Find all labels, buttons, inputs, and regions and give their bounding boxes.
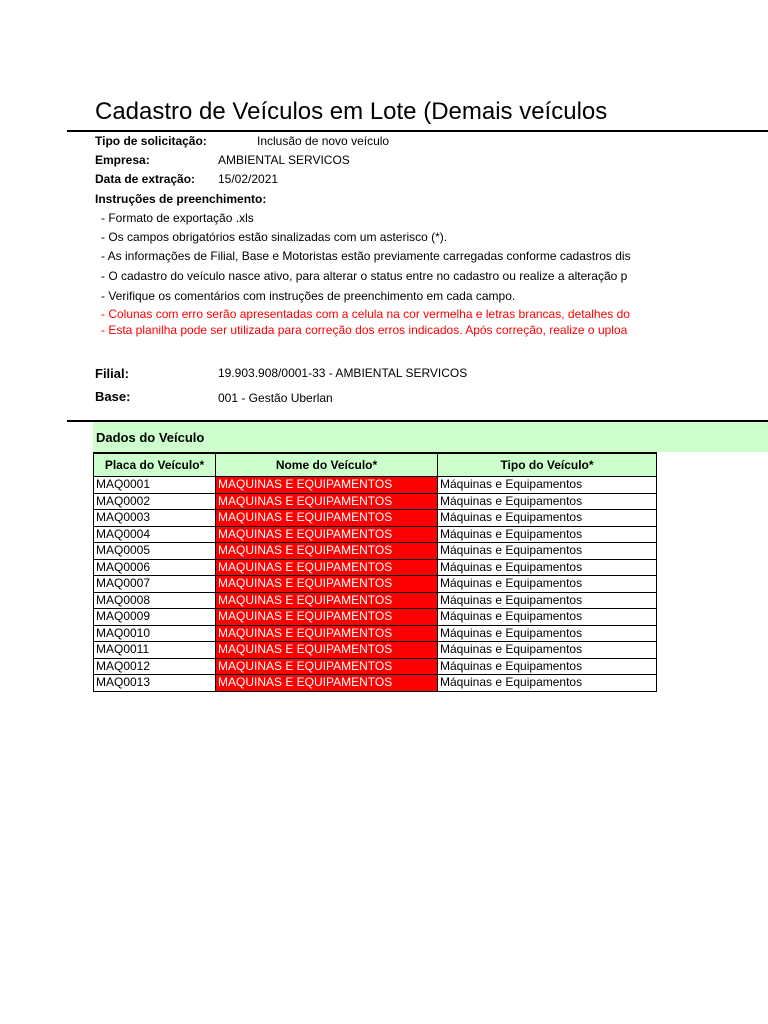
vehicle-type-cell[interactable]: Máquinas e Equipamentos [438,592,657,609]
plate-cell[interactable]: MAQ0003 [94,510,216,527]
instruction-line: - As informações de Filial, Base e Motoristas estão previamente carregadas conforme cadastros dis [101,249,631,263]
vehicle-type-cell[interactable]: Máquinas e Equipamentos [438,559,657,576]
base-value[interactable]: 001 - Gestão Uberlan [218,391,333,405]
vehicle-name-cell[interactable]: MAQUINAS E EQUIPAMENTOS [216,543,438,560]
column-header-plate[interactable]: Placa do Veículo* [94,453,216,477]
warning-line: - Colunas com erro serão apresentadas com a celula na cor vermelha e letras brancas, detalhes do [101,307,630,321]
vehicle-name-cell[interactable]: MAQUINAS E EQUIPAMENTOS [216,493,438,510]
column-header-name[interactable]: Nome do Veículo* [216,453,438,477]
plate-cell[interactable]: MAQ0007 [94,576,216,593]
branch-value[interactable]: 19.903.908/0001-33 - AMBIENTAL SERVICOS [218,366,468,380]
request-type-value[interactable]: Inclusão de novo veículo [257,134,390,148]
instructions-heading-row [95,190,658,208]
table-row [94,625,657,642]
section-title: Dados do Veículo [96,430,205,445]
table-row [94,543,657,560]
branch-label: Filial: [95,366,129,381]
plate-cell[interactable]: MAQ0004 [94,526,216,543]
table-row [94,510,657,527]
page-title: Cadastro de Veículos em Lote (Demais veículos [95,98,608,125]
vehicle-name-cell[interactable]: MAQUINAS E EQUIPAMENTOS [216,658,438,675]
vehicle-name-cell[interactable]: MAQUINAS E EQUIPAMENTOS [216,642,438,659]
table-row [94,576,657,593]
table-row [94,493,657,510]
vehicle-type-cell[interactable]: Máquinas e Equipamentos [438,609,657,626]
column-header-type[interactable]: Tipo do Veículo* [438,453,657,477]
extraction-date-row [95,170,658,188]
plate-cell[interactable]: MAQ0012 [94,658,216,675]
instruction-line: - Verifique os comentários com instruções de preenchimento em cada campo. [101,289,516,303]
plate-cell[interactable]: MAQ0002 [94,493,216,510]
table-header-row [94,453,657,477]
plate-cell[interactable]: MAQ0006 [94,559,216,576]
vehicle-type-cell[interactable]: Máquinas e Equipamentos [438,642,657,659]
vehicle-name-cell[interactable]: MAQUINAS E EQUIPAMENTOS [216,510,438,527]
vehicle-type-cell[interactable]: Máquinas e Equipamentos [438,675,657,692]
vehicle-name-cell[interactable]: MAQUINAS E EQUIPAMENTOS [216,576,438,593]
vehicle-type-cell[interactable]: Máquinas e Equipamentos [438,658,657,675]
vehicle-type-cell[interactable]: Máquinas e Equipamentos [438,510,657,527]
company-label: Empresa: [95,153,150,167]
vehicle-name-cell[interactable]: MAQUINAS E EQUIPAMENTOS [216,526,438,543]
instruction-line: - Formato de exportação .xls [101,211,254,225]
instructions-heading: Instruções de preenchimento: [95,192,267,206]
plate-cell[interactable]: MAQ0011 [94,642,216,659]
table-row [94,477,657,494]
vehicle-table-body [94,477,657,692]
table-row [94,675,657,692]
company-row [95,151,658,169]
warning-line: - Esta planilha pode ser utilizada para correção dos erros indicados. Após correção, realize o uploa [101,323,628,337]
company-value[interactable]: AMBIENTAL SERVICOS [218,153,350,167]
plate-cell[interactable]: MAQ0010 [94,625,216,642]
plate-cell[interactable]: MAQ0013 [94,675,216,692]
vehicle-name-cell[interactable]: MAQUINAS E EQUIPAMENTOS [216,559,438,576]
instruction-line: - Os campos obrigatórios estão sinalizadas com um asterisco (*). [101,230,448,244]
vehicle-name-cell[interactable]: MAQUINAS E EQUIPAMENTOS [216,477,438,494]
table-row [94,526,657,543]
table-row [94,642,657,659]
vehicle-type-cell[interactable]: Máquinas e Equipamentos [438,477,657,494]
plate-cell[interactable]: MAQ0005 [94,543,216,560]
vehicle-type-cell[interactable]: Máquinas e Equipamentos [438,576,657,593]
base-label: Base: [95,389,131,404]
vehicle-type-cell[interactable]: Máquinas e Equipamentos [438,625,657,642]
vehicle-name-cell[interactable]: MAQUINAS E EQUIPAMENTOS [216,592,438,609]
extraction-date-label: Data de extração: [95,172,196,186]
vehicle-data-header [93,422,768,452]
request-type-row [95,132,658,150]
vehicle-type-cell[interactable]: Máquinas e Equipamentos [438,526,657,543]
vehicle-name-cell[interactable]: MAQUINAS E EQUIPAMENTOS [216,675,438,692]
extraction-date-value[interactable]: 15/02/2021 [218,172,279,186]
vehicle-name-cell[interactable]: MAQUINAS E EQUIPAMENTOS [216,625,438,642]
vehicle-type-cell[interactable]: Máquinas e Equipamentos [438,543,657,560]
table-row [94,559,657,576]
plate-cell[interactable]: MAQ0001 [94,477,216,494]
vehicle-table [93,452,657,692]
instruction-line: - O cadastro do veículo nasce ativo, para alterar o status entre no cadastro ou realize a alteração p [101,269,628,283]
vehicle-name-cell[interactable]: MAQUINAS E EQUIPAMENTOS [216,609,438,626]
request-type-label: Tipo de solicitação: [95,134,207,148]
table-row [94,658,657,675]
table-row [94,592,657,609]
table-row [94,609,657,626]
plate-cell[interactable]: MAQ0008 [94,592,216,609]
plate-cell[interactable]: MAQ0009 [94,609,216,626]
vehicle-type-cell[interactable]: Máquinas e Equipamentos [438,493,657,510]
